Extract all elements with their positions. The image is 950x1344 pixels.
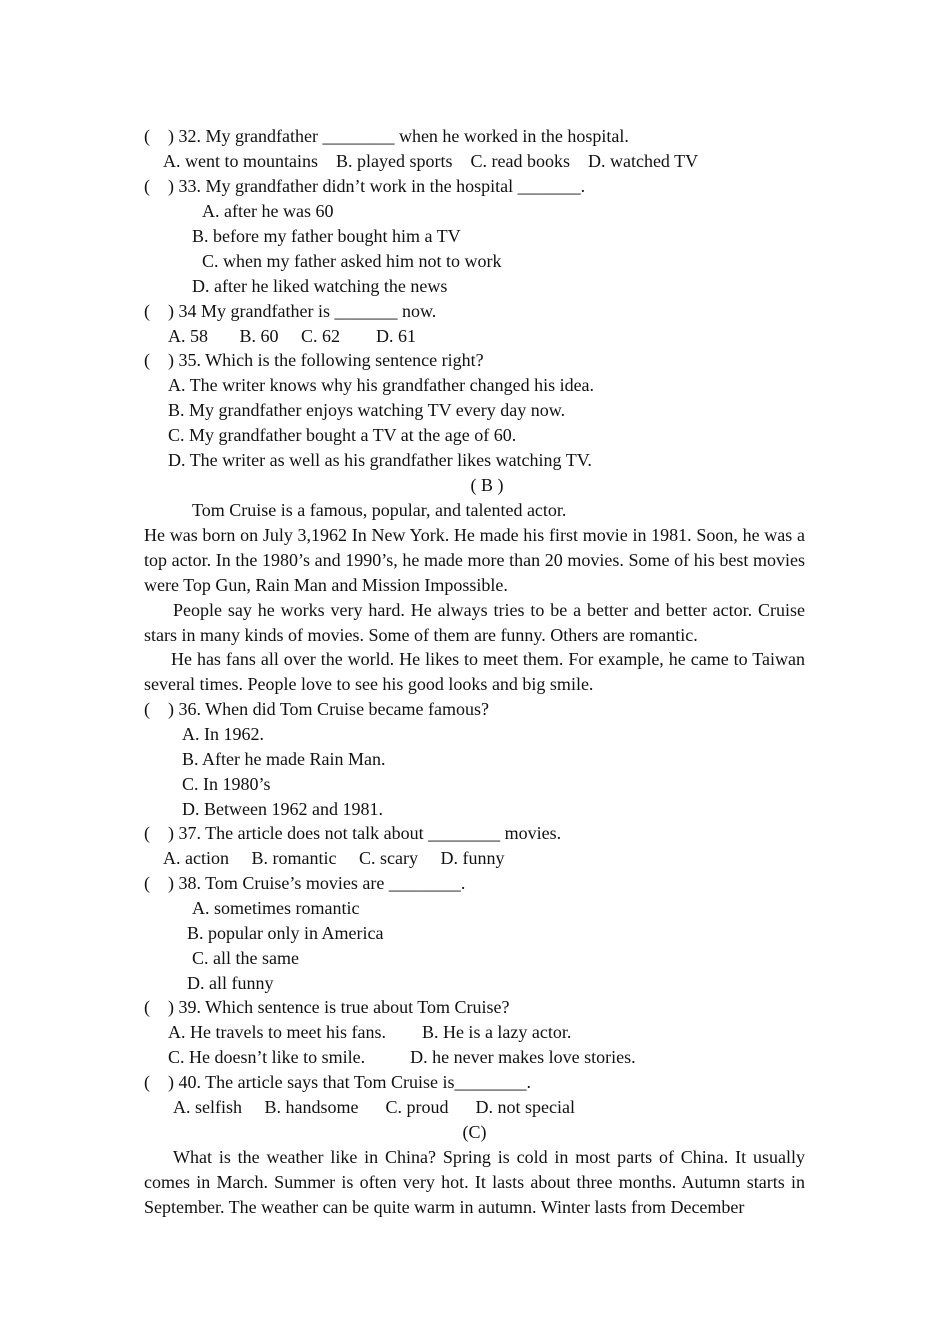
q39-stem: ( ) 39. Which sentence is true about Tom Cruise? <box>144 997 510 1017</box>
q34-stem: ( ) 34 My grandfather is _______ now. <box>144 301 437 321</box>
q37-stem: ( ) 37. The article does not talk about ________ movies. <box>144 823 562 843</box>
passage-b-paragraph-2: People say he works very hard. He always tries to be a better and better actor. Cruise stars in many kinds of movies. Some of them are funny. Others are romantic. <box>144 600 805 645</box>
q32-options: A. went to mountains B. played sports C. read books D. watched TV <box>163 151 699 171</box>
q38-option-b: B. popular only in America <box>187 923 384 943</box>
q33-option-b: B. before my father bought him a TV <box>192 226 461 246</box>
passage-b-paragraph-3: He has fans all over the world. He likes to meet them. For example, he came to Taiwan several times. People love to see his good looks and big smile. <box>144 649 805 694</box>
q36-option-c: C. In 1980’s <box>182 774 271 794</box>
q38-option-d: D. all funny <box>187 973 274 993</box>
q35-option-a: A. The writer knows why his grandfather changed his idea. <box>168 375 595 395</box>
passage-c-paragraph-1: What is the weather like in China? Spring is cold in most parts of China. It usually comes in March. Summer is often very hot. It lasts about three months. Autumn starts in September. The weather can be quite warm in autumn. Winter lasts from December <box>144 1147 805 1217</box>
q38-option-c: C. all the same <box>192 948 299 968</box>
q32-stem: ( ) 32. My grandfather ________ when he worked in the hospital. <box>144 126 629 146</box>
q40-stem: ( ) 40. The article says that Tom Cruise is________. <box>144 1072 532 1092</box>
q37-options: A. action B. romantic C. scary D. funny <box>163 848 505 868</box>
q35-option-c: C. My grandfather bought a TV at the age of 60. <box>168 425 517 445</box>
q39-options-row-1: A. He travels to meet his fans. B. He is a lazy actor. <box>168 1022 572 1042</box>
q33-option-c: C. when my father asked him not to work <box>202 251 502 271</box>
q35-option-d: D. The writer as well as his grandfather likes watching TV. <box>168 450 592 470</box>
q36-option-b: B. After he made Rain Man. <box>182 749 386 769</box>
passage-b-paragraph-1: He was born on July 3,1962 In New York. He made his first movie in 1981. Soon, he was a top actor. In the 1980’s and 1990’s, he made more than 20 movies. Some of his best movies were Top Gun, Rain Man and Mission Impossible. <box>144 525 805 595</box>
q35-stem: ( ) 35. Which is the following sentence right? <box>144 350 484 370</box>
q36-option-d: D. Between 1962 and 1981. <box>182 799 383 819</box>
q33-option-a: A. after he was 60 <box>202 201 334 221</box>
q35-option-b: B. My grandfather enjoys watching TV every day now. <box>168 400 566 420</box>
q36-option-a: A. In 1962. <box>182 724 264 744</box>
passage-b-intro: Tom Cruise is a famous, popular, and talented actor. <box>192 500 567 520</box>
q33-option-d: D. after he liked watching the news <box>192 276 448 296</box>
q40-options: A. selfish B. handsome C. proud D. not special <box>173 1097 575 1117</box>
passage-b-heading: ( B ) <box>470 475 504 495</box>
q38-option-a: A. sometimes romantic <box>192 898 360 918</box>
q36-stem: ( ) 36. When did Tom Cruise became famous? <box>144 699 489 719</box>
q39-options-row-2: C. He doesn’t like to smile. D. he never makes love stories. <box>168 1047 636 1067</box>
q33-stem: ( ) 33. My grandfather didn’t work in the hospital _______. <box>144 176 586 196</box>
q34-options: A. 58 B. 60 C. 62 D. 61 <box>168 326 417 346</box>
q38-stem: ( ) 38. Tom Cruise’s movies are ________. <box>144 873 466 893</box>
passage-c-heading: (C) <box>462 1122 487 1142</box>
